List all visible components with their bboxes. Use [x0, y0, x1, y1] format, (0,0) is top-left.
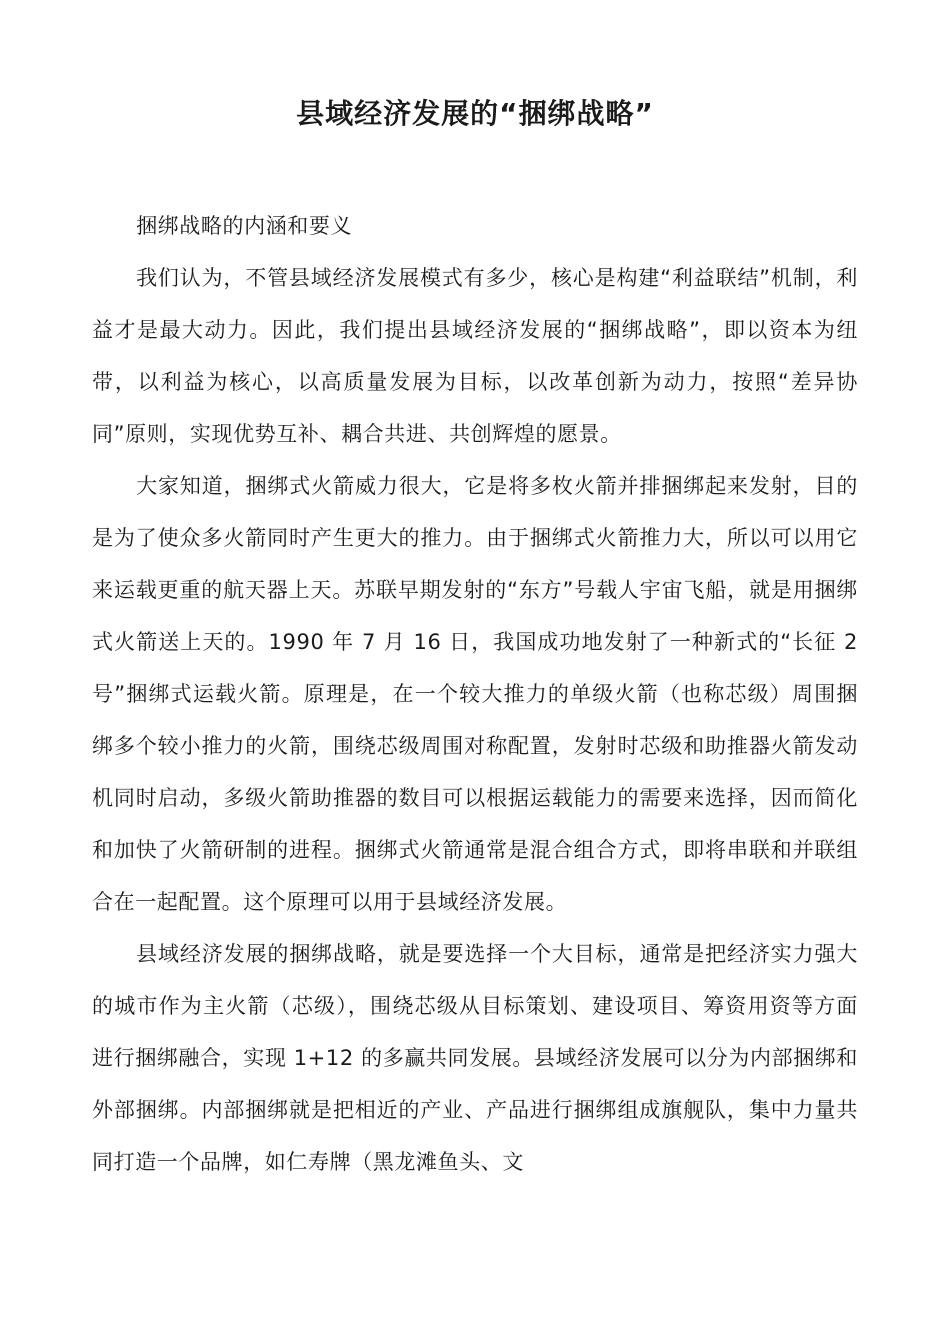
paragraph: 大家知道，捆绑式火箭威力很大，它是将多枚火箭并排捆绑起来发射，目的是为了使众多火箭同时产生更大的推力。由于捆绑式火箭推力大，所以可以用它来运载更重的航天器上天。苏联早期发射的“东方”号载人宇宙飞船，就是用捆绑式火箭送上天的。1990 年 7 月 16 日，我国成功地发射了一种新式的“长征 2 号”捆绑式运载火箭。原理是，在一个较大推力的单级火箭（也称芯级）周围捆绑多个较小推力的火箭，围绕芯级周围对称配置，发射时芯级和助推器火箭发动机同时启动，多级火箭助推器的数目可以根据运载能力的需要来选择，因而简化和加快了火箭研制的进程。捆绑式火箭通常是混合组合方式，即将串联和并联组合在一起配置。这个原理可以用于县域经济发展。: [92, 474, 858, 914]
paragraph: 县域经济发展的捆绑战略，就是要选择一个大目标，通常是把经济实力强大的城市作为主火箭（芯级），围绕芯级从目标策划、建设项目、筹资用资等方面进行捆绑融合，实现 1+12 的多赢共同发展。县域经济发展可以分为内部捆绑和外部捆绑。内部捆绑就是把相近的产业、产品进行捆绑组成旗舰队，集中力量共同打造一个品牌，如仁寿牌（黑龙滩鱼头、文: [92, 942, 858, 1174]
document-title: 县域经济发展的“捆绑战略”: [296, 97, 654, 130]
document-body: [92, 200, 858, 1188]
paragraph: 我们认为，不管县域经济发展模式有多少，核心是构建“利益联结”机制，利益才是最大动力。因此，我们提出县域经济发展的“捆绑战略”，即以资本为纽带，以利益为核心，以高质量发展为目标，以改革创新为动力，按照“差异协同”原则，实现优势互补、耦合共进、共创辉煌的愿景。: [92, 266, 858, 446]
section-heading: 捆绑战略的内涵和要义: [136, 214, 353, 238]
